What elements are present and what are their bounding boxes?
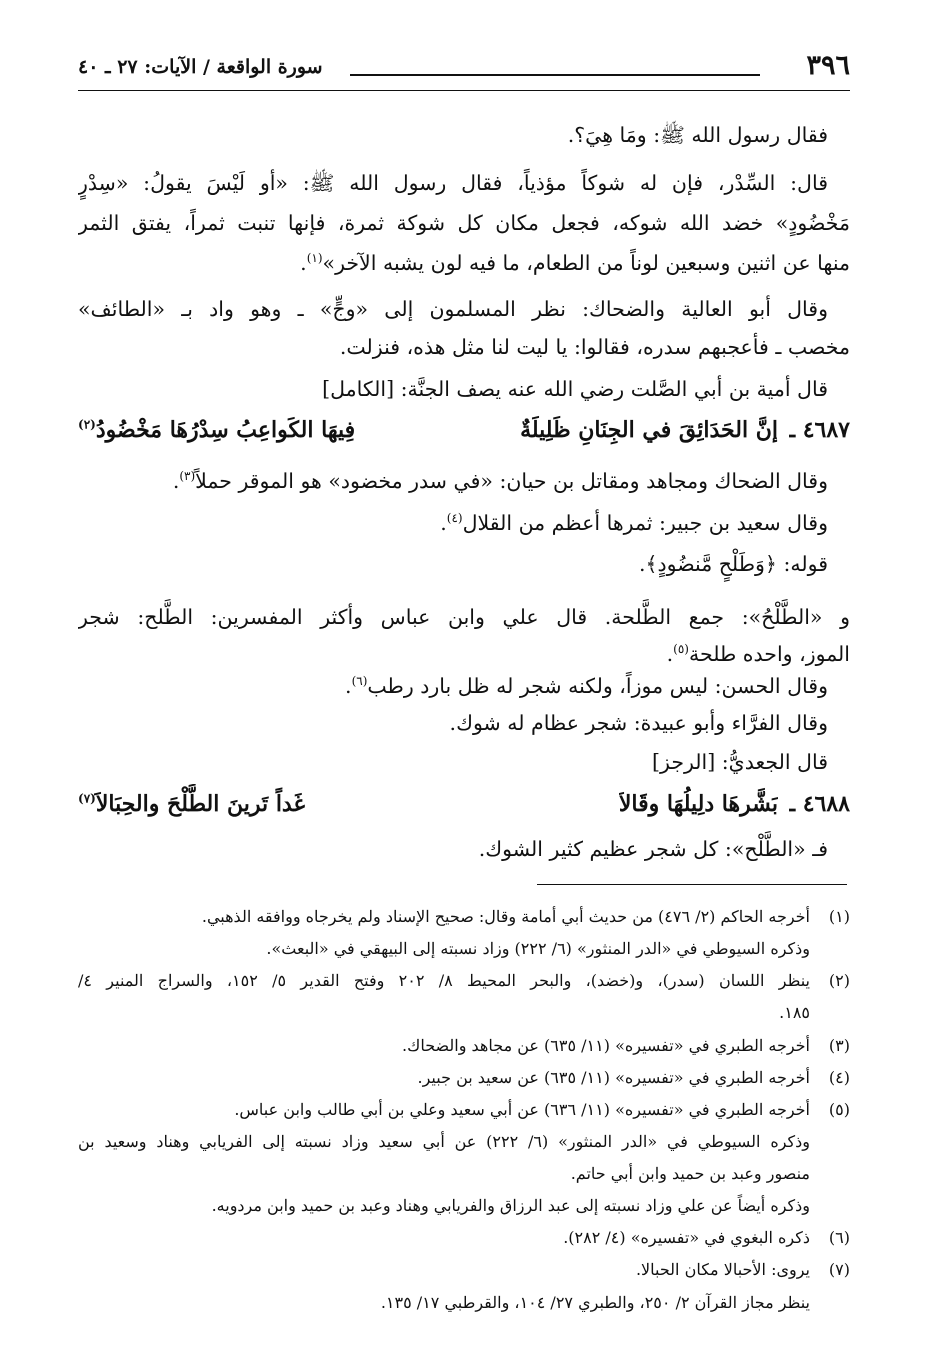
footnote-number: (٤): [828, 1068, 850, 1087]
text-run: .: [666, 642, 674, 666]
text-run: .: [440, 511, 447, 535]
header-line: [350, 74, 760, 76]
footnote-marker: (١): [306, 251, 323, 266]
text-run: فِيهَا الكَواعِبُ سِدْرُهَا مَخْضُودُ: [95, 417, 356, 443]
text-run: منها عن اثنين وسبعين لوناً من الطعام، ما فيه لون يشبه الآخر»: [322, 251, 850, 275]
footnote-number: (٢): [828, 971, 850, 990]
text-line: مَخْضُودٍ» خضد الله شوكه، فجعل مكان كل شوكة ثمرة، فإنها تنبت ثمراً، يفتق الثمر: [78, 211, 850, 235]
text-run: .: [172, 469, 180, 493]
verse-hemistich-first: بَشَّرهَا دلِيلُهَا وقَالاَ: [618, 791, 778, 817]
footnote-number: (١): [828, 907, 850, 926]
text-line: وقال الفرَّاء وأبو عبيدة: شجر عظام له شوك.: [449, 711, 828, 735]
verse-hemistich-first: إنَّ الحَدَائِقَ في الجِنَانِ ظَلِيلَةٌ: [520, 417, 778, 443]
verse-number: ٤٦٨٨ ـ: [788, 791, 850, 817]
verse-hemistich-second: [78, 410, 355, 450]
text-line: قال الجعديُّ: [الرجز]: [652, 750, 828, 774]
footnote-line: ينظر مجاز القرآن ٢/ ٢٥٠، والطبري ٢٧/ ١٠٤، والقرطبي ١٧/ ١٣٥.: [380, 1293, 810, 1312]
surah-title: سورة الواقعة / الآيات: ٢٧ ـ ٤٠: [78, 56, 323, 78]
footnote-line: أخرجه الطبري في «تفسيره» (١١/ ٦٣٥) عن سعيد بن جبير.: [417, 1068, 810, 1087]
footnote-marker: (٥): [673, 642, 689, 657]
footnote-line: يروى: الأحبالا مكان الحبالا.: [635, 1260, 810, 1279]
footnote-line: منصور وعبد بن حميد وابن أبي حاتم.: [570, 1164, 810, 1183]
footnote-marker: (٧): [78, 791, 96, 806]
text-line: مخصب ـ فأعجبهم سدره، فقالوا: يا ليت لنا مثل هذه، فنزلت.: [339, 335, 850, 359]
footnote-line: أخرجه الحاكم (٢/ ٤٧٦) من حديث أبي أمامة وقال: صحيح الإسناد ولم يخرجاه ووافقه الذهبي.: [201, 907, 810, 926]
footnote-number: (٥): [828, 1100, 850, 1119]
footnote-line: أخرجه الطبري في «تفسيره» (١١/ ٦٣٥) عن مجاهد والضحاك.: [402, 1036, 810, 1055]
text-line: قال: السِّدْر، فإن له شوكاً مؤذياً، فقال رسول الله ﷺ: «أو لَيْسَ يقولُ: «سِدْرٍ: [78, 171, 828, 195]
header-rule: [78, 90, 850, 91]
footnote-separator: [537, 884, 847, 885]
footnote-line: ذكره البغوي في «تفسيره» (٤/ ٢٨٢).: [563, 1228, 810, 1247]
quran-quote-line: قوله: ﴿وَطَلْحٍ مَّنضُودٍ﴾.: [638, 552, 828, 576]
footnote-line: أخرجه الطبري في «تفسيره» (١١/ ٦٣٦) عن أبي سعيد وعلي بن أبي طالب وابن عباس.: [234, 1100, 810, 1119]
text-line: [78, 666, 828, 706]
footnote-line: ينظر اللسان (سدر)، و(خضد)، والبحر المحيط ٨/ ٢٠٢ وفتح القدير ٥/ ١٥٢، والسراج المنير ٤/: [78, 971, 810, 990]
footnote-number: (٣): [828, 1036, 850, 1055]
footnote-marker: (٣): [179, 469, 196, 484]
text-run: وقال الضحاك ومجاهد ومقاتل بن حيان: «في سدر مخضود» هو الموقر حملاً: [195, 469, 828, 493]
text-run: الموز، واحده طلحة: [688, 642, 850, 666]
running-header: [78, 50, 850, 90]
page-number: ٣٩٦: [806, 50, 850, 81]
text-line: فقال رسول الله ﷺ: ومَا هِيَ؟.: [567, 123, 828, 147]
verse-number: ٤٦٨٧ ـ: [788, 417, 850, 443]
text-line: وقال أبو العالية والضحاك: نظر المسلمون إلى «وجٍّ» ـ وهو واد بـ «الطائف»: [78, 297, 828, 321]
footnote-marker: (٦): [351, 674, 368, 689]
text-line: [78, 461, 828, 501]
text-line: و «الطَّلْحُ»: جمع الطَّلحة. قال علي وابن عباس وأكثر المفسرين: الطَّلح: شجر: [78, 605, 850, 629]
text-run: غَداً تَرينَ الطَّلْحَ والحِبَالاَ: [95, 791, 305, 817]
text-line: فـ «الطَّلْح»: كل شجر عظيم كثير الشوك.: [478, 837, 828, 861]
footnote-number: (٦): [828, 1228, 850, 1247]
text-line: [78, 503, 828, 543]
text-run: وقال سعيد بن جبير: ثمرها أعظم من القلال: [462, 511, 828, 535]
verse-hemistich-second: [78, 784, 305, 824]
footnote-line: ١٨٥.: [779, 1003, 810, 1022]
footnote-line: وذكره السيوطي في «الدر المنثور» (٦/ ٢٢٢) عن أبي سعيد وزاد نسبته إلى الفريابي وهناد وسعيد بن: [78, 1132, 810, 1151]
footnote-line: وذكره أيضاً عن علي وزاد نسبته إلى عبد الرزاق والفريابي وهناد وعبد بن حميد وابن مردويه.: [211, 1196, 810, 1215]
text-run: .: [345, 674, 352, 698]
footnote-marker: (٢): [78, 417, 96, 432]
text-run: وقال الحسن: ليس موزاً، ولكنه شجر له ظل بارد رطب: [367, 674, 828, 698]
text-run: .: [300, 251, 307, 275]
text-line: [78, 243, 850, 283]
footnote-line: وذكره السيوطي في «الدر المنثور» (٦/ ٢٢٢) وزاد نسبته إلى البيهقي في «البعث».: [266, 939, 810, 958]
footnote-marker: (٤): [446, 511, 463, 526]
text-line: قال أمية بن أبي الصَّلت رضي الله عنه يصف الجنَّة: [الكامل]: [322, 377, 828, 401]
footnote-number: (٧): [828, 1260, 850, 1279]
